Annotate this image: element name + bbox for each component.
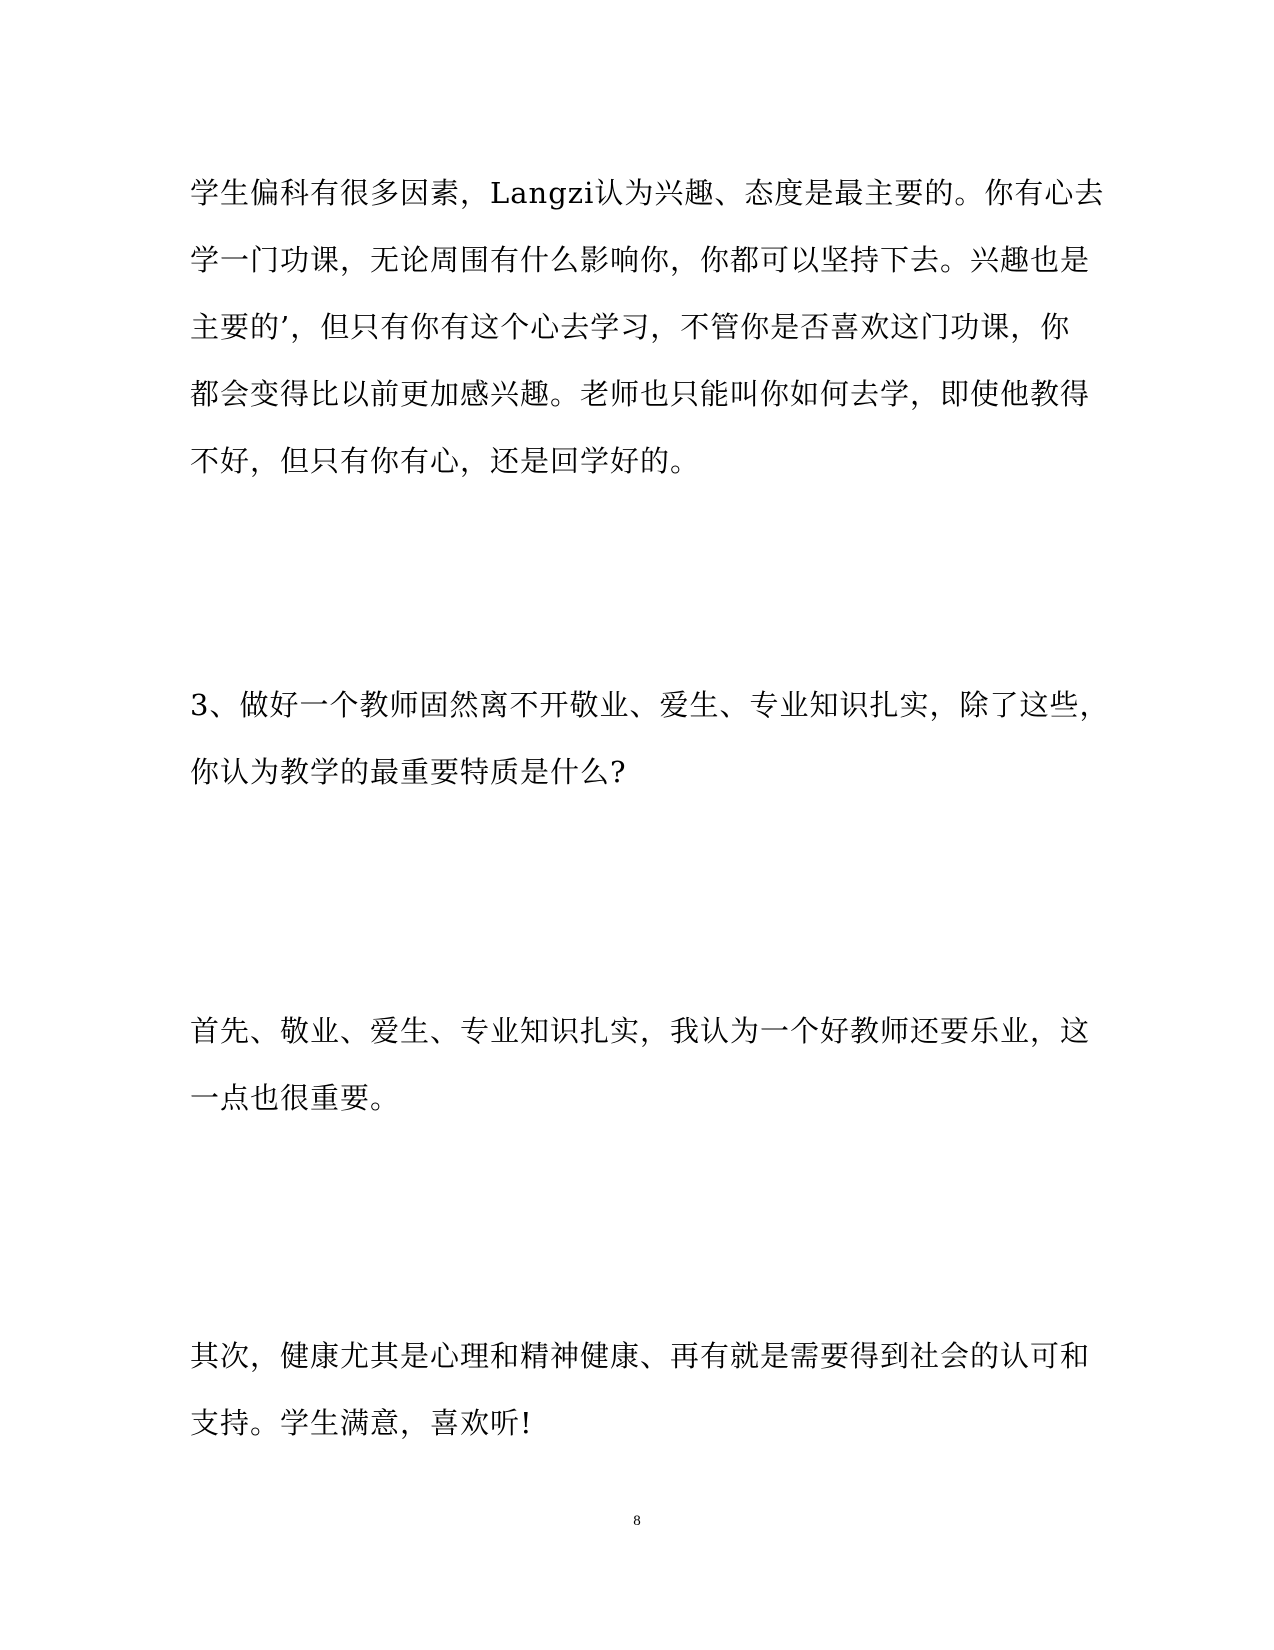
text-line: 都会变得比以前更加感兴趣。老师也只能叫你如何去学，即使他教得 (190, 377, 1091, 411)
paragraph-interest-attitude (190, 160, 1105, 495)
text-line: 首先、敬业、爱生、专业知识扎实，我认为一个好教师还要乐业，这 (190, 1014, 1091, 1048)
text-line: 你认为教学的最重要特质是什么? (190, 755, 627, 789)
text-line: 学生偏科有很多因素，Langzi认为兴趣、态度是最主要的。你有心去 (190, 176, 1105, 210)
paragraph-answer-second (190, 1323, 1091, 1457)
paragraph-question-3 (190, 672, 1110, 806)
page-number: 8 (633, 1513, 641, 1529)
text-line: 其次，健康尤其是心理和精神健康、再有就是需要得到社会的认可和 (190, 1339, 1091, 1373)
text-line: 3、做好一个教师固然离不开敬业、爱生、专业知识扎实，除了这些， (190, 688, 1110, 722)
text-line: 支持。学生满意，喜欢听! (190, 1406, 533, 1440)
paragraph-answer-first (190, 998, 1091, 1132)
text-line: 主要的’，但只有你有这个心去学习，不管你是否喜欢这门功课，你 (190, 310, 1071, 344)
text-line: 学一门功课，无论周围有什么影响你，你都可以坚持下去。兴趣也是 (190, 243, 1091, 277)
text-line: 一点也很重要。 (190, 1081, 401, 1115)
text-line: 不好，但只有你有心，还是回学好的。 (190, 444, 701, 478)
